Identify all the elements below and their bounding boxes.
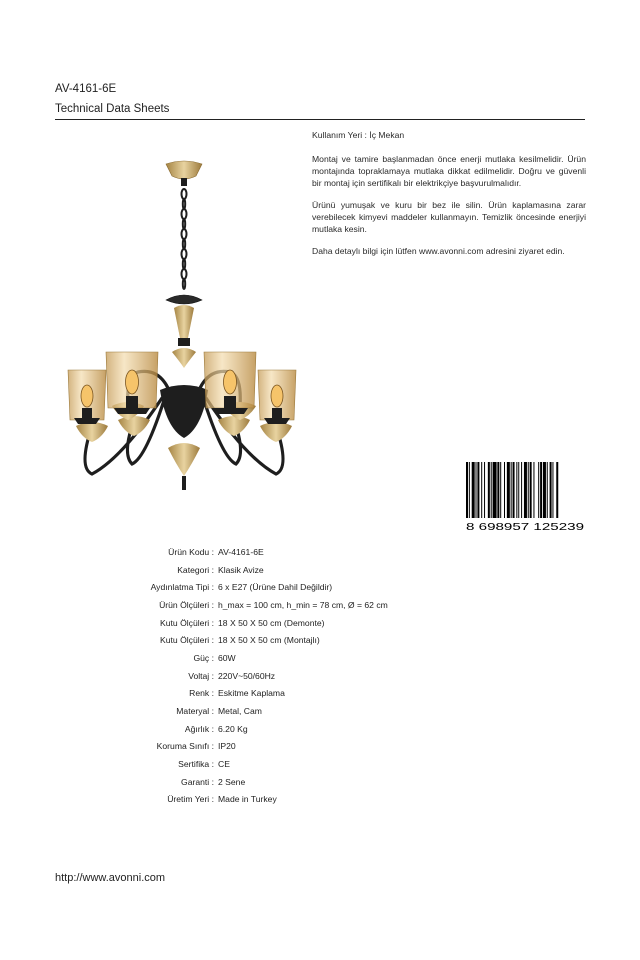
page-subtitle: Technical Data Sheets	[55, 103, 170, 115]
barcode-bar	[484, 462, 485, 518]
barcode-bar	[497, 462, 499, 518]
note-paragraph-cleaning: Ürünü yumuşak ve kuru bir bez ile silin. Ürün kaplamasına zarar verebilecek kimyevi maddeler kullanmayın. Temizlik öncesinde enerjiyi mutlaka kesin.	[312, 200, 586, 234]
barcode-bar	[518, 462, 519, 518]
barcode-bar	[543, 462, 546, 518]
barcode-bar	[472, 462, 475, 518]
barcode-bar	[466, 462, 468, 518]
spec-row	[100, 702, 520, 720]
spec-separator: :	[209, 546, 214, 557]
spec-separator: :	[209, 723, 214, 734]
barcode-bar	[524, 462, 527, 518]
spec-label: Sertifika	[178, 759, 210, 770]
barcode-bar	[511, 462, 512, 518]
spec-label: Koruma Sınıfı	[156, 741, 210, 752]
spec-row	[100, 578, 520, 596]
usage-notes	[312, 129, 586, 267]
note-paragraph-website: Daha detaylı bilgi için lütfen www.avonni.com adresini ziyaret edin.	[312, 246, 565, 256]
spec-separator: :	[209, 652, 214, 663]
spec-label: Üretim Yeri	[167, 794, 210, 805]
spec-row	[100, 667, 520, 685]
spec-row	[100, 738, 520, 756]
spec-separator: :	[209, 617, 214, 628]
barcode-bar	[491, 462, 492, 518]
spec-label: Ürün Kodu	[168, 546, 210, 557]
spec-value: IP20	[218, 741, 236, 752]
spec-value: Eskitme Kaplama	[218, 688, 285, 699]
spec-label: Aydınlatma Tipi	[150, 582, 210, 593]
barcode-bar	[507, 462, 510, 518]
spec-separator: :	[209, 582, 214, 593]
spec-value: Klasik Avize	[218, 564, 264, 575]
spec-separator: :	[209, 776, 214, 787]
barcode-bar	[516, 462, 517, 518]
barcode-bar	[556, 462, 558, 518]
spec-value: 220V~50/60Hz	[218, 670, 276, 681]
spec-label: Voltaj	[188, 670, 210, 681]
spec-value: 18 X 50 X 50 cm (Montajlı)	[218, 635, 320, 646]
barcode-bar	[540, 462, 542, 518]
spec-separator: :	[209, 794, 214, 805]
spec-separator: :	[209, 635, 214, 646]
spec-value: 18 X 50 X 50 cm (Demonte)	[218, 617, 325, 628]
spec-row	[100, 649, 520, 667]
spec-separator: :	[209, 670, 214, 681]
spec-row	[100, 543, 520, 561]
usage-location: Kullanım Yeri : İç Mekan	[312, 130, 405, 140]
spec-label: Ürün Ölçüleri	[159, 599, 210, 610]
spec-row	[100, 755, 520, 773]
spec-label: Güç	[193, 652, 210, 663]
barcode-bar	[528, 462, 529, 518]
spec-value: CE	[218, 759, 230, 770]
spec-row	[100, 685, 520, 703]
barcode-digits: 8 698957 125239	[466, 521, 584, 532]
footer-website-url: http://www.avonni.com	[55, 872, 166, 884]
barcode-bar	[488, 462, 490, 518]
spec-separator: :	[209, 759, 214, 770]
spec-separator: :	[209, 564, 214, 575]
spec-label: Garanti	[181, 776, 210, 787]
spec-separator: :	[209, 599, 214, 610]
spec-label: Renk	[189, 688, 210, 699]
spec-row	[100, 561, 520, 579]
spec-value: AV-4161-6E	[218, 546, 264, 557]
barcode-bar	[477, 462, 479, 518]
spec-label: Materyal	[176, 706, 210, 717]
barcode-bar	[538, 462, 539, 518]
barcode-bar	[500, 462, 501, 518]
spec-label: Kategori	[177, 564, 210, 575]
ean13-barcode	[466, 462, 584, 532]
barcode-bar	[552, 462, 553, 518]
barcode-bar	[550, 462, 552, 518]
spec-row	[100, 791, 520, 809]
spec-separator: :	[209, 688, 214, 699]
spec-row	[100, 773, 520, 791]
barcode-bar	[469, 462, 470, 518]
barcode-bar	[504, 462, 505, 518]
chandelier-product-image	[62, 158, 302, 498]
barcode-bar	[481, 462, 482, 518]
spec-label: Kutu Ölçüleri	[160, 635, 210, 646]
spec-label: Ağırlık	[184, 723, 210, 734]
spec-row	[100, 631, 520, 649]
barcode-bar	[521, 462, 522, 518]
spec-value: Metal, Cam	[218, 706, 262, 717]
spec-value: h_max = 100 cm, h_min = 78 cm, Ø = 62 cm	[218, 599, 388, 610]
spec-value: 2 Sene	[218, 776, 246, 787]
barcode-bar	[493, 462, 497, 518]
spec-value: Made in Turkey	[218, 794, 277, 805]
spec-separator: :	[209, 741, 214, 752]
spec-row	[100, 614, 520, 632]
barcode-bar	[547, 462, 548, 518]
barcode-bar	[533, 462, 534, 518]
spec-value: 6 x E27 (Ürüne Dahil Değildir)	[218, 582, 333, 593]
barcode-bar	[476, 462, 477, 518]
product-code-title: AV-4161-6E	[55, 83, 117, 95]
note-paragraph-installation: Montaj ve tamire başlanmadan önce enerji mutlaka kesilmelidir. Ürün montajında topraklamaya mutlaka dikkat edilmelidir. Doğru ve güvenli bir montaj için sertifikalı bir elektrikçiye başvurulmalıdır.	[312, 154, 586, 188]
spec-value: 6.20 Kg	[218, 723, 248, 734]
spec-value: 60W	[218, 652, 236, 663]
barcode-bar	[530, 462, 532, 518]
specifications-table	[100, 543, 520, 808]
header-divider	[55, 119, 585, 120]
spec-row	[100, 596, 520, 614]
spec-label: Kutu Ölçüleri	[160, 617, 210, 628]
spec-row	[100, 720, 520, 738]
spec-separator: :	[209, 706, 214, 717]
barcode-bar	[513, 462, 515, 518]
